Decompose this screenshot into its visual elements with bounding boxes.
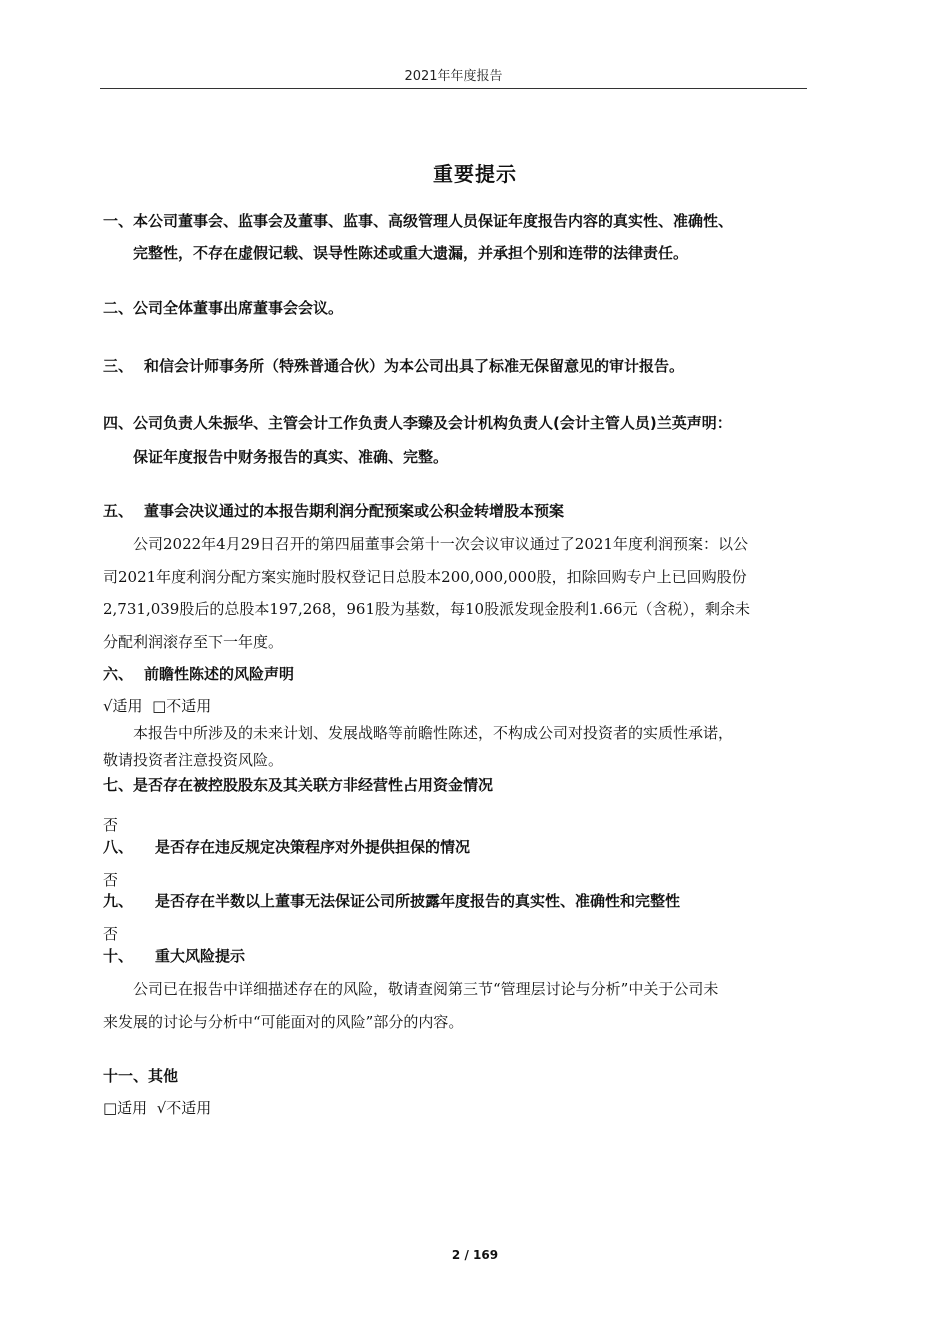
section-8-answer: 否	[103, 871, 119, 889]
section-6-para-line-1: 本报告中所涉及的未来计划、发展战略等前瞻性陈述，不构成公司对投资者的实质性承诺，	[133, 724, 734, 742]
page-header: 2021年年度报告	[100, 66, 807, 89]
section-9-heading: 是否存在半数以上董事无法保证公司所披露年度报告的真实性、准确性和完整性	[155, 892, 681, 910]
page-title: 重要提示	[433, 162, 517, 186]
section-5-para-line-3: 2,731,039股后的总股本197,268，961股为基数，每10股派发现金股利1.66元（含税），剩余未	[103, 600, 750, 618]
section-5-para-line-2: 司2021年度利润分配方案实施时股权登记日总股本200,000,000股，扣除回购专户上已回购股份	[103, 568, 747, 586]
section-9-number: 九、	[103, 892, 134, 910]
section-6-para-line-2: 敬请投资者注意投资风险。	[103, 751, 284, 769]
section-11-applicability: □适用 √不适用	[103, 1099, 212, 1117]
section-8-number: 八、	[103, 838, 134, 856]
section-5-number: 五、	[103, 502, 134, 520]
section-4-line-1: 四、公司负责人朱振华、主管会计工作负责人李臻及会计机构负责人(会计主管人员)兰英声明：	[103, 414, 732, 432]
section-6-applicability: √适用 □不适用	[103, 697, 212, 715]
section-10-para-line-1: 公司已在报告中详细描述存在的风险，敬请查阅第三节“管理层讨论与分析”中关于公司未	[133, 980, 719, 998]
section-2: 二、公司全体董事出席董事会会议。	[103, 299, 344, 317]
section-3-number: 三、	[103, 357, 134, 375]
section-7-answer: 否	[103, 816, 119, 834]
section-10-para-line-2: 来发展的讨论与分析中“可能面对的风险”部分的内容。	[103, 1013, 464, 1031]
section-10-number: 十、	[103, 947, 134, 965]
section-5-para-line-4: 分配利润滚存至下一年度。	[103, 633, 284, 651]
section-6-number: 六、	[103, 665, 134, 683]
section-8-heading: 是否存在违反规定决策程序对外提供担保的情况	[155, 838, 471, 856]
page-number: 2 / 169	[451, 1248, 499, 1262]
section-4-line-2: 保证年度报告中财务报告的真实、准确、完整。	[133, 448, 449, 466]
section-10-heading: 重大风险提示	[155, 947, 246, 965]
section-9-answer: 否	[103, 925, 119, 943]
section-6-heading: 前瞻性陈述的风险声明	[144, 665, 295, 683]
section-1-line-1: 一、本公司董事会、监事会及董事、监事、高级管理人员保证年度报告内容的真实性、准确性、	[103, 212, 734, 230]
section-5-heading: 董事会决议通过的本报告期利润分配预案或公积金转增股本预案	[144, 502, 565, 520]
section-11-heading: 十一、其他	[103, 1067, 179, 1085]
section-3-text: 和信会计师事务所（特殊普通合伙）为本公司出具了标准无保留意见的审计报告。	[144, 357, 685, 375]
section-5-para-line-1: 公司2022年4月29日召开的第四届董事会第十一次会议审议通过了2021年度利润预案：以公	[133, 535, 748, 553]
section-1-line-2: 完整性，不存在虚假记载、误导性陈述或重大遗漏，并承担个别和连带的法律责任。	[133, 244, 689, 262]
section-7-heading: 七、是否存在被控股股东及其关联方非经营性占用资金情况	[103, 776, 494, 794]
